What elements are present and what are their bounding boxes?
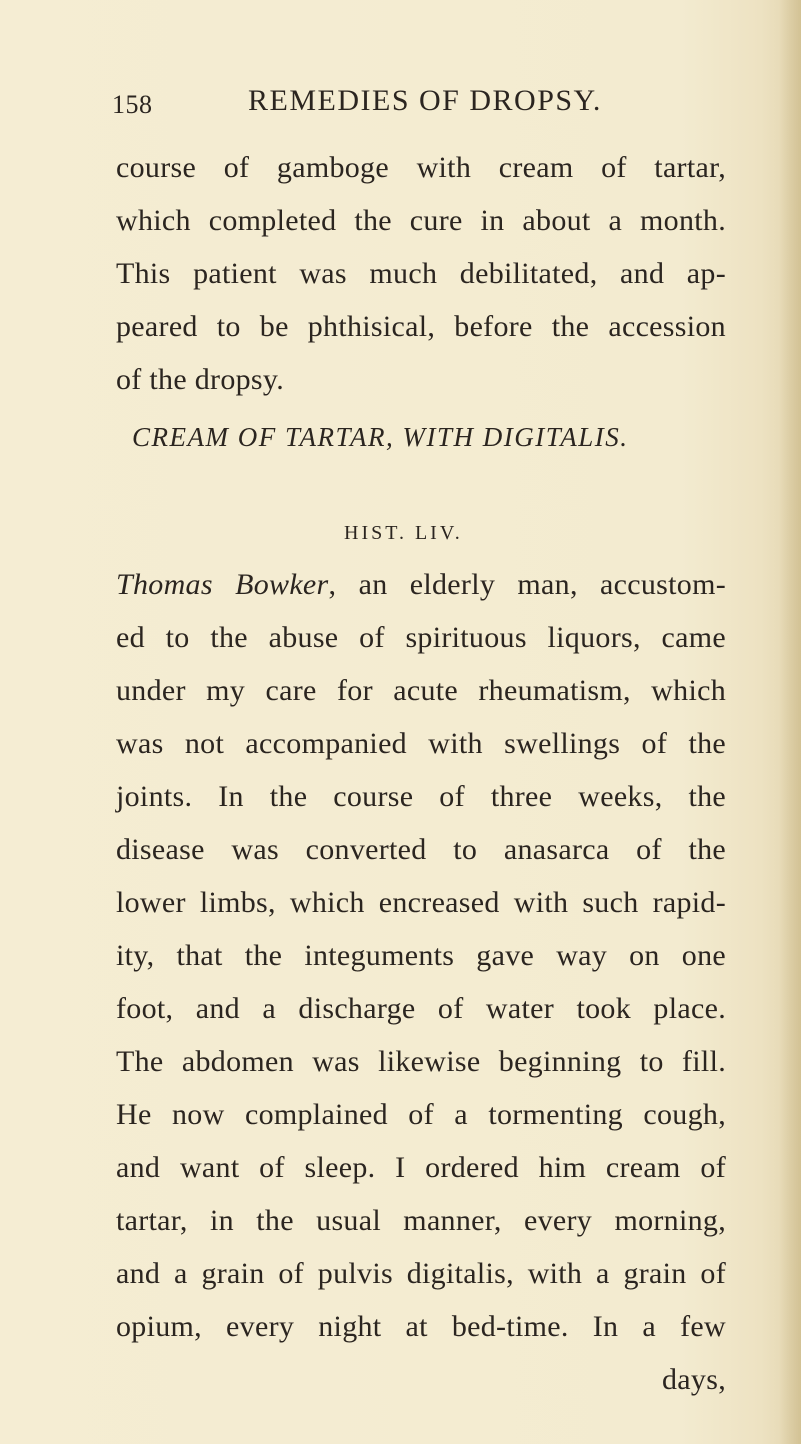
- text-line: and a grain of pulvis digitalis, with a grain of: [116, 1257, 726, 1290]
- text-line: of the dropsy.: [116, 363, 285, 396]
- text-line: He now complained of a tormenting cough,: [116, 1098, 726, 1131]
- text-line: peared to be phthisical, before the accession: [116, 310, 726, 343]
- text-line: This patient was much debilitated, and ap-: [116, 257, 726, 290]
- text-line-first: [116, 567, 726, 603]
- text-line: opium, every night at bed-time. In a few: [116, 1310, 726, 1343]
- section-title: CREAM OF TARTAR, WITH DIGITALIS.: [132, 422, 629, 452]
- page-edge-shading: [779, 0, 801, 1444]
- text-line: lower limbs, which encreased with such rapid-: [116, 886, 726, 919]
- page-number: 158: [112, 90, 153, 119]
- patient-name: Thomas Bowker: [116, 568, 329, 601]
- text-line: ity, that the integuments gave way on one: [116, 939, 726, 972]
- text-line: under my care for acute rheumatism, which: [116, 674, 726, 707]
- text-line: disease was converted to anasarca of the: [116, 833, 726, 866]
- text-line: course of gamboge with cream of tartar,: [116, 151, 726, 184]
- page-header: [112, 84, 732, 124]
- running-head: REMEDIES OF DROPSY.: [248, 84, 602, 117]
- text-line: joints. In the course of three weeks, the: [116, 780, 726, 813]
- text-fragment: , an elderly man, accustom-: [328, 568, 726, 601]
- history-label: HIST. LIV.: [344, 522, 463, 544]
- catchword: days,: [662, 1363, 726, 1396]
- text-line: and want of sleep. I ordered him cream of: [116, 1151, 726, 1184]
- text-line: foot, and a discharge of water took place.: [116, 992, 726, 1025]
- text-line: ed to the abuse of spirituous liquors, came: [116, 621, 726, 654]
- text-line: The abdomen was likewise beginning to fill.: [116, 1045, 726, 1078]
- text-line: was not accompanied with swellings of the: [116, 727, 726, 760]
- text-line: which completed the cure in about a month.: [116, 204, 726, 237]
- text-line: tartar, in the usual manner, every morning,: [116, 1204, 726, 1237]
